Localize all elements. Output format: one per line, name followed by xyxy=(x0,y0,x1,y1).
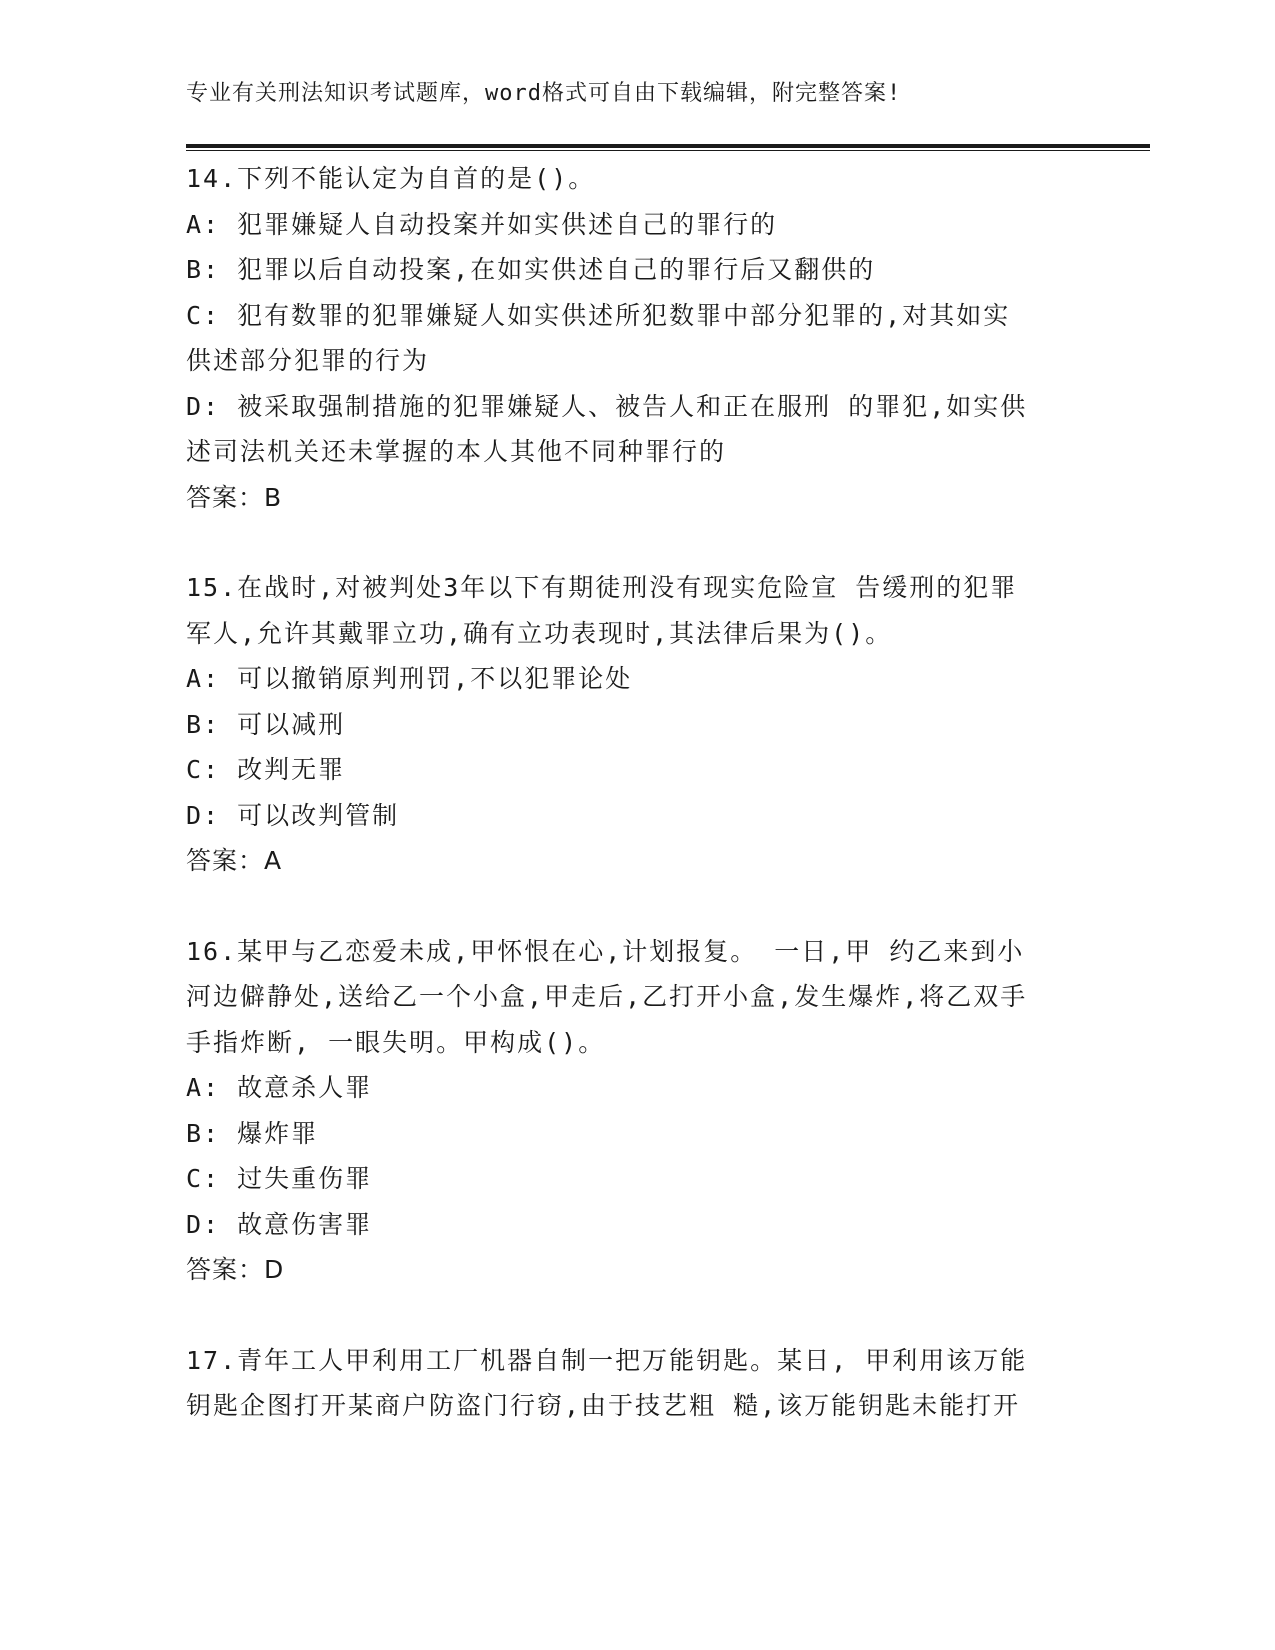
option-d: D: 故意伤害罪 xyxy=(186,1209,373,1239)
option-d: D: 可以改判管制 xyxy=(186,800,400,830)
page-header: 专业有关刑法知识考试题库，word格式可自由下载编辑，附完整答案! xyxy=(186,81,902,106)
question-16 xyxy=(186,929,1066,1293)
question-line-continued: 河边僻静处,送给乙一个小盒,甲走后,乙打开小盒,发生爆炸,将乙双手 xyxy=(186,982,1028,1011)
answer: 答案：D xyxy=(186,1255,285,1284)
question-line-continued: 手指炸断, 一眼失明。甲构成()。 xyxy=(186,1027,606,1057)
option-a: A: 可以撤销原判刑罚,不以犯罪论处 xyxy=(186,664,633,693)
option-c-continued: 供述部分犯罪的行为 xyxy=(186,346,430,375)
question-14 xyxy=(186,156,1066,520)
question-line: 15.在战时,对被判处3年以下有期徒刑没有现实危险宣 告缓刑的犯罪 xyxy=(186,573,1018,602)
question-line: 14.下列不能认定为自首的是()。 xyxy=(186,164,596,193)
answer: 答案：A xyxy=(186,846,283,875)
question-line: 16.某甲与乙恋爱未成,甲怀恨在心,计划报复。 一日,甲 约乙来到小 xyxy=(186,936,1025,966)
option-c: C: 犯有数罪的犯罪嫌疑人如实供述所犯数罪中部分犯罪的,对其如实 xyxy=(186,300,1011,330)
question-15 xyxy=(186,565,1066,884)
header-rule-thin xyxy=(186,150,1150,151)
question-line-continued: 军人,允许其戴罪立功,确有立功表现时,其法律后果为()。 xyxy=(186,618,893,648)
option-a: A: 故意杀人罪 xyxy=(186,1073,373,1102)
header-rule-thick xyxy=(186,144,1150,148)
question-line: 17.青年工人甲利用工厂机器自制一把万能钥匙。某日, 甲利用该万能 xyxy=(186,1345,1028,1375)
question-line-continued: 钥匙企图打开某商户防盗门行窃,由于技艺粗 糙,该万能钥匙未能打开 xyxy=(186,1391,1021,1420)
question-17 xyxy=(186,1338,1066,1429)
answer: 答案：B xyxy=(186,482,283,512)
option-b: B: 爆炸罪 xyxy=(186,1118,319,1148)
question-list xyxy=(186,156,1066,1474)
option-c: C: 改判无罪 xyxy=(186,755,346,784)
option-a: A: 犯罪嫌疑人自动投案并如实供述自己的罪行的 xyxy=(186,209,778,239)
option-b: B: 可以减刑 xyxy=(186,709,346,739)
option-b: B: 犯罪以后自动投案,在如实供述自己的罪行后又翻供的 xyxy=(186,255,876,284)
option-d-continued: 述司法机关还未掌握的本人其他不同种罪行的 xyxy=(186,437,727,466)
option-c: C: 过失重伤罪 xyxy=(186,1164,373,1193)
option-d: D: 被采取强制措施的犯罪嫌疑人、被告人和正在服刑 的罪犯,如实供 xyxy=(186,391,1028,421)
